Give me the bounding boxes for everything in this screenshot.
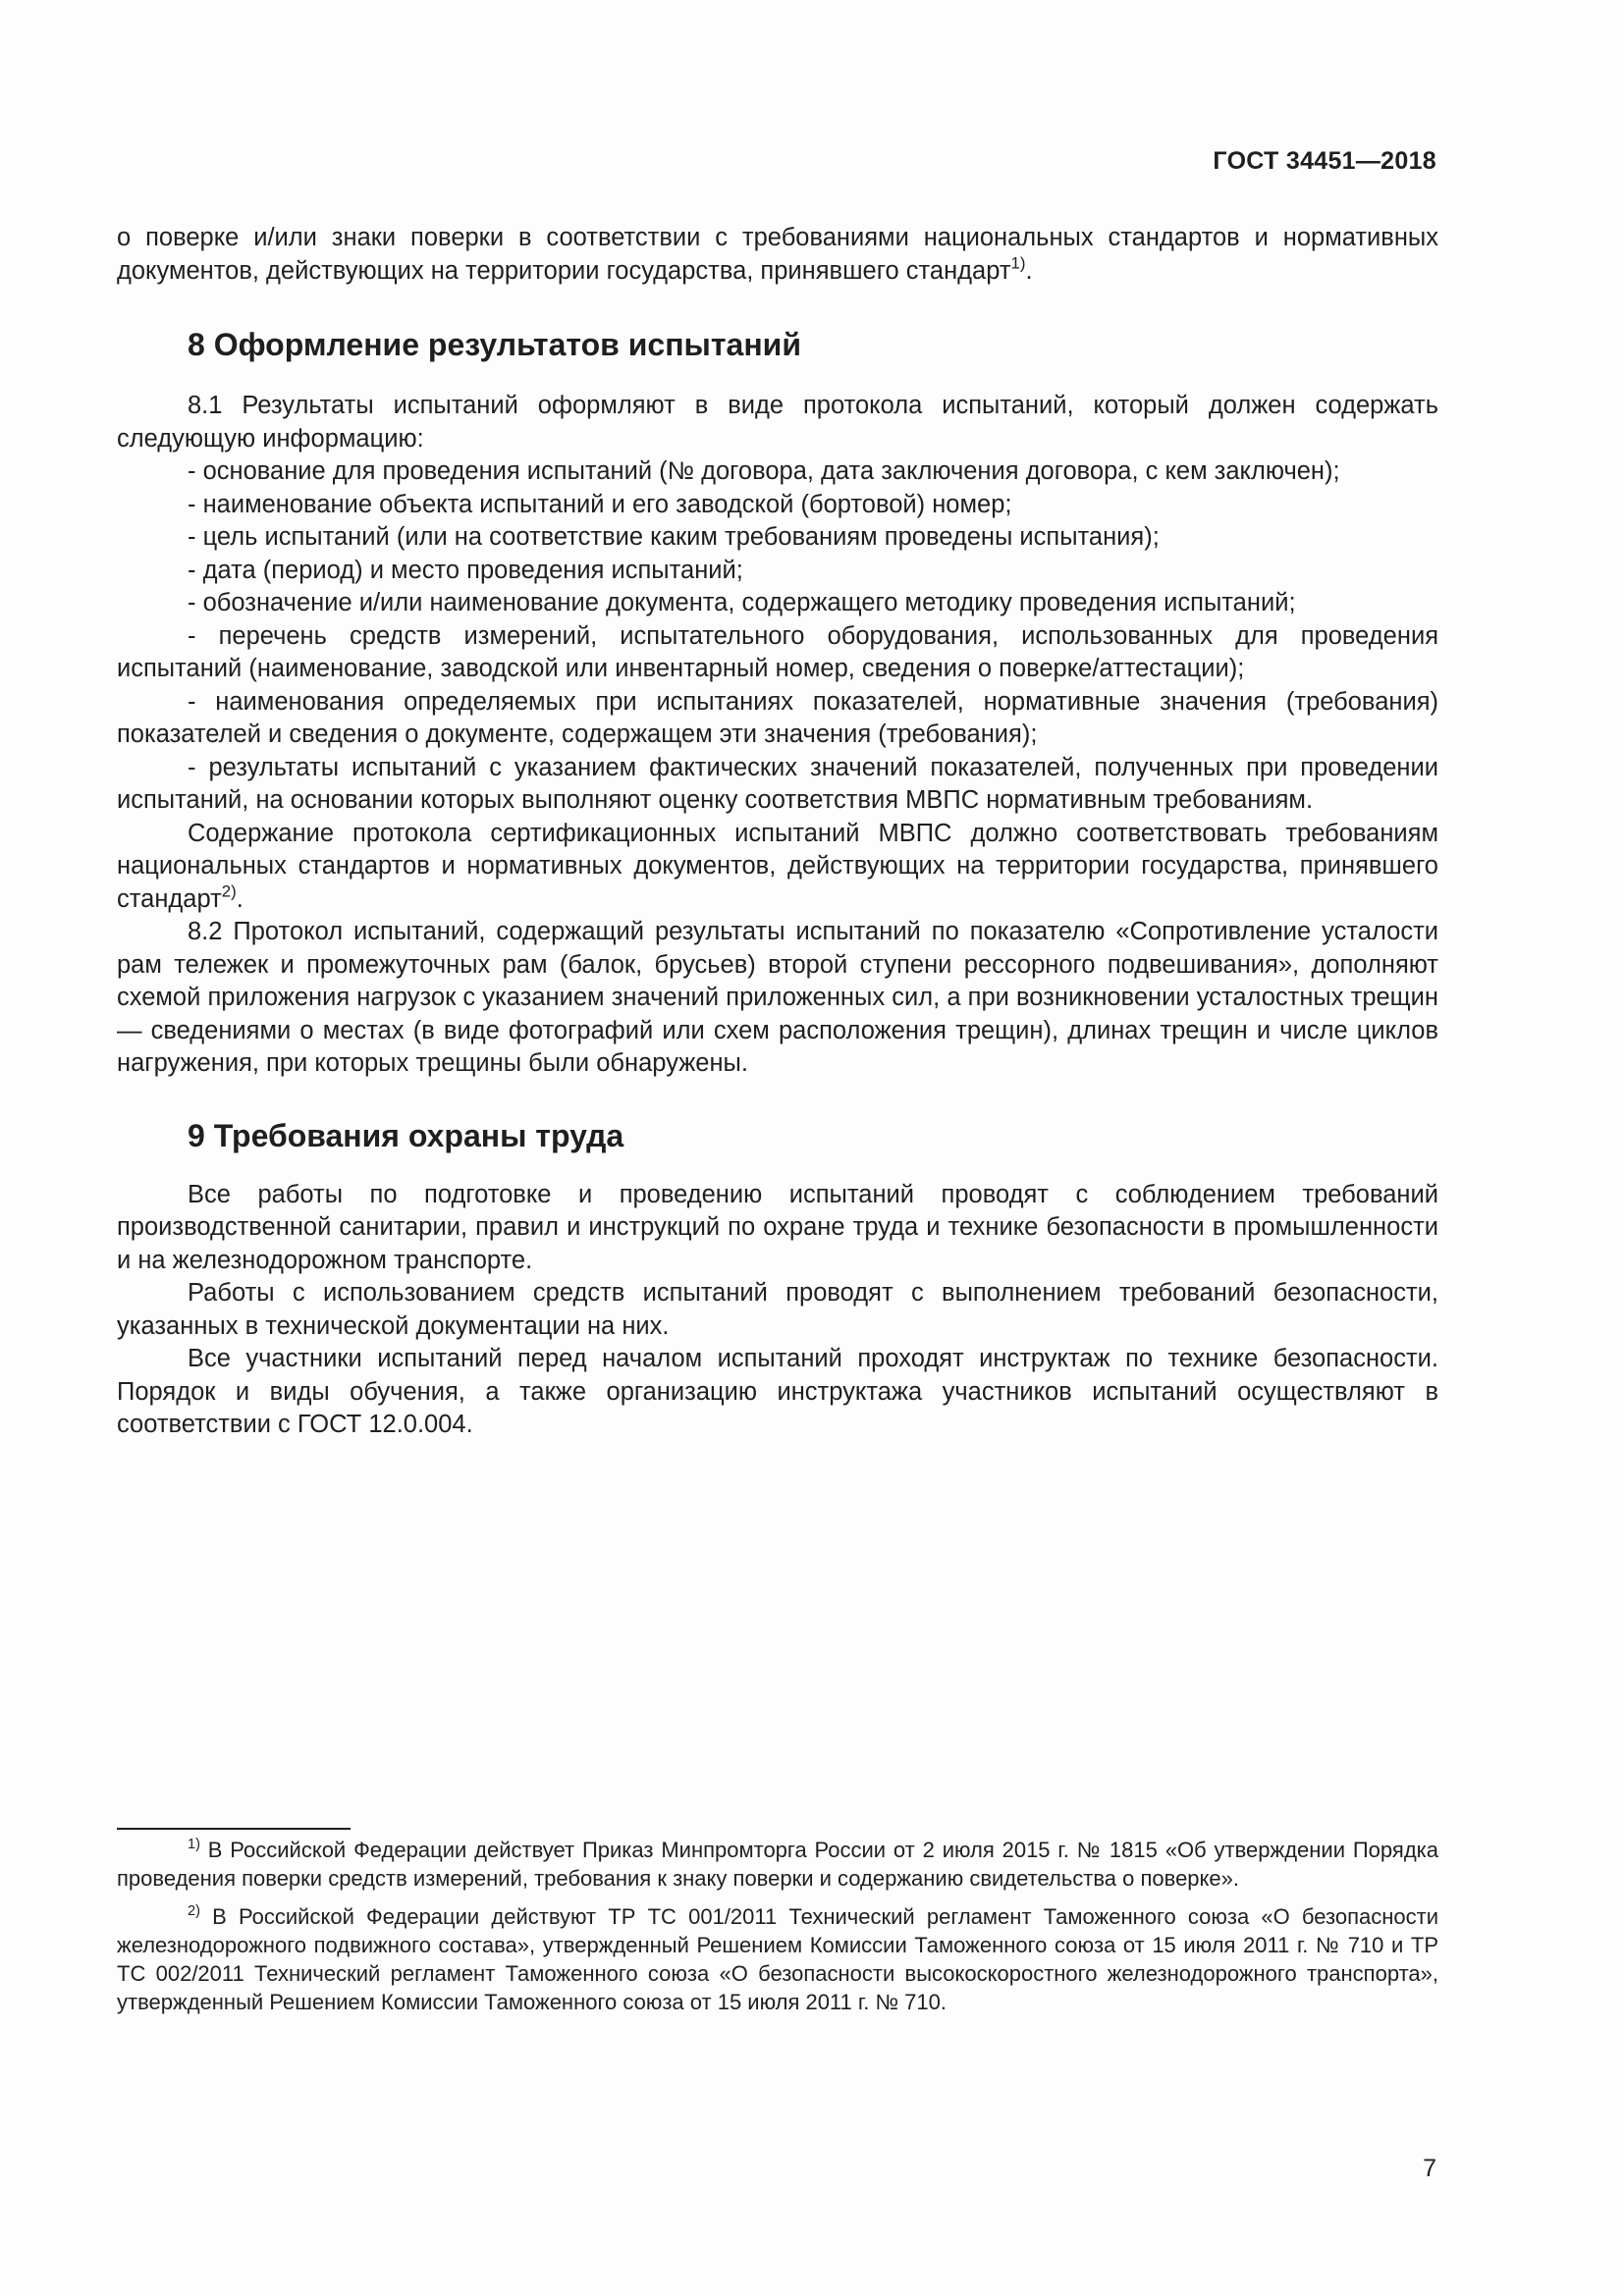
list-item: - результаты испытаний с указанием фактических значений показателей, полученных при проведении испытаний, на основании которых выполняют оценку соответствия МВПС нормативным требованиям. (117, 753, 1438, 814)
footnotes (117, 1828, 1438, 2026)
list-item: - цель испытаний (или на соответствие каким требованиям проведены испытания); (188, 523, 1160, 551)
section-9-title: 9 Требования охраны труда (188, 1117, 624, 1153)
list-item: - перечень средств измерений, испытательного оборудования, использованных для проведения испытаний (наименование, заводской или инвентарный номер, сведения о поверке/аттестации); (117, 621, 1438, 682)
continuation-text: о поверке и/или знаки поверки в соответствии с требованиями национальных стандартов и нормативных документов, действующих на территории государства, принявшего стандарт (117, 224, 1438, 285)
section-8-title: 8 Оформление результатов испытаний (188, 327, 801, 362)
footnote-1-marker: 1) (188, 1837, 200, 1852)
protocol-content-tail: . (236, 884, 244, 913)
footnote-2-marker: 2) (188, 1902, 200, 1919)
list-item: - наименование объекта испытаний и его заводской (бортовой) номер; (188, 490, 1012, 518)
list-item: - дата (период) и место проведения испытаний; (188, 556, 743, 584)
continuation-tail: . (1025, 256, 1033, 285)
section-9-paragraph-3: Все участники испытаний перед началом испытаний проходят инструктаж по технике безопасности. Порядок и виды обучения, а также организацию инструктажа участников испытаний осуществляют в соответствии с ГОСТ 12.0.004. (117, 1345, 1438, 1438)
list-item: - обозначение и/или наименование документа, содержащего методику проведения испытаний; (188, 589, 1296, 616)
footnote-separator (117, 1828, 351, 1830)
protocol-content-text: Содержание протокола сертификационных испытаний МВПС должно соответствовать требованиям национальных стандартов и нормативных документов, действующих на территории государства, принявшего стандарт (117, 819, 1438, 913)
footnote-1 (117, 1836, 1438, 1894)
page-number: 7 (1423, 2155, 1436, 2182)
footnote-2 (117, 1902, 1438, 2017)
section-9-paragraph-1: Все работы по подготовке и проведению испытаний проводят с соблюдением требований производственной санитарии, правил и инструкций по охране труда и технике безопасности в промышленности и на железнодорожном транспорте. (117, 1180, 1438, 1274)
main-content (117, 222, 1438, 1442)
protocol-content-paragraph (117, 818, 1438, 917)
section-8-2-paragraph: 8.2 Протокол испытаний, содержащий результаты испытаний по показателю «Сопротивление усталости рам тележек и промежуточных рам (балок, брусьев) второй ступени рессорного подвешивания», дополняют схемой приложения нагрузок с указанием значений приложенных сил, а при возникновении усталостных трещин — сведениями о местах (в виде фотографий или схем расположения трещин), длинах трещин и числе циклов нагружения, при которых трещины были обнаружены. (117, 918, 1438, 1077)
section-9-paragraph-2: Работы с использованием средств испытаний проводят с выполнением требований безопасности, указанных в технической документации на них. (117, 1279, 1438, 1340)
document-code-header: ГОСТ 34451—2018 (1213, 147, 1436, 175)
list-item: - основание для проведения испытаний (№ договора, дата заключения договора, с кем заключен); (188, 457, 1340, 485)
list-item: - наименования определяемых при испытаниях показателей, нормативные значения (требования) показателей и сведения о документе, содержащем эти значения (требования); (117, 687, 1438, 748)
footnote-ref-1: 1) (1010, 253, 1026, 273)
section-8-1-intro: 8.1 Результаты испытаний оформляют в виде протокола испытаний, который должен содержать следующую информацию: (117, 392, 1438, 453)
footnote-1-text: В Российской Федерации действует Приказ Минпромторга России от 2 июля 2015 г. № 1815 «Об утверждении Порядка проведения поверки средств измерений, требования к знаку поверки и содержанию свидетельства о поверке». (117, 1838, 1438, 1892)
footnote-2-text: В Российской Федерации действуют ТР ТС 001/2011 Технический регламент Таможенного союза «О безопасности железнодорожного подвижного состава», утвержденный Решением Комиссии Таможенного союза от 15 июля 2011 г. № 710 и ТР ТС 002/2011 Технический регламент Таможенного союза «О безопасности высокоскоростного железнодорожного транспорта», утвержденный Решением Комиссии Таможенного союза от 15 июля 2011 г. № 710. (117, 1903, 1438, 2015)
footnote-ref-2: 2) (221, 881, 237, 901)
continuation-paragraph (117, 222, 1438, 288)
